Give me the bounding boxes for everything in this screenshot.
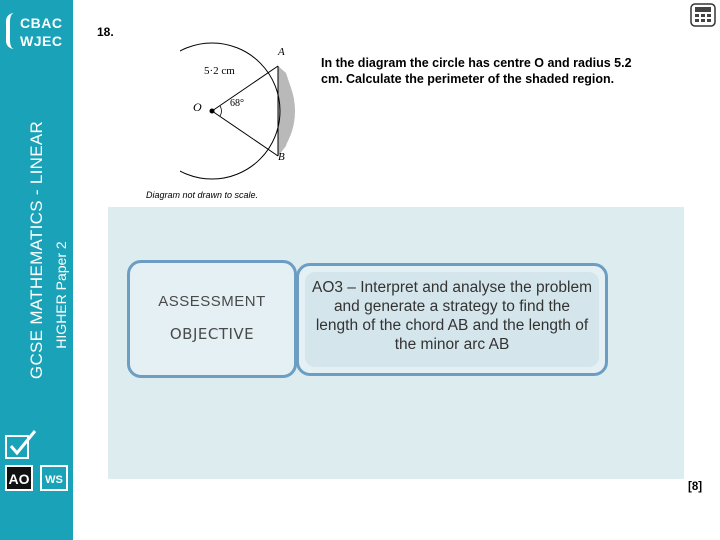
point-a-label: A xyxy=(278,46,285,58)
logo-line2: WJEC xyxy=(20,33,63,49)
cbac-wjec-logo xyxy=(6,10,66,58)
angle-label: 68° xyxy=(230,98,244,109)
objective-text: AO3 – Interpret and analyse the problem and generate a strategy to find the length of the chord AB and the length of the minor arc AB xyxy=(305,272,599,367)
ws-icon[interactable] xyxy=(40,465,68,491)
course-title: GCSE MATHEMATICS - LINEAR xyxy=(27,120,46,380)
svg-text:WS: WS xyxy=(45,474,63,486)
assessment-objective-label xyxy=(127,260,297,378)
diagram-note: Diagram not drawn to scale. xyxy=(146,190,259,200)
logo-mark xyxy=(6,13,18,49)
question-number: 18. xyxy=(97,25,114,39)
check-icon[interactable] xyxy=(4,428,38,460)
marks: [8] xyxy=(688,481,703,493)
label-line2: OBJECTIVE xyxy=(169,325,255,343)
svg-text:AO: AO xyxy=(8,471,30,487)
point-b-label: B xyxy=(278,151,285,163)
label-line1: ASSESSMENT xyxy=(158,293,266,310)
radius-ob xyxy=(212,111,278,156)
calculator-icon[interactable] xyxy=(690,3,716,27)
centre-label: O xyxy=(193,100,202,114)
radius-label: 5·2 cm xyxy=(204,65,235,77)
paper-subtitle: HIGHER Paper 2 xyxy=(53,241,69,349)
assessment-objective-box xyxy=(296,263,608,376)
logo-line1: CBAC xyxy=(20,15,63,31)
sidebar xyxy=(0,0,73,540)
centre-point xyxy=(210,109,215,114)
ao-icon[interactable] xyxy=(5,465,33,491)
circle-diagram xyxy=(180,38,310,193)
question-text: In the diagram the circle has centre O and radius 5.2 cm. Calculate the perimeter of the shaded region. xyxy=(321,56,632,86)
